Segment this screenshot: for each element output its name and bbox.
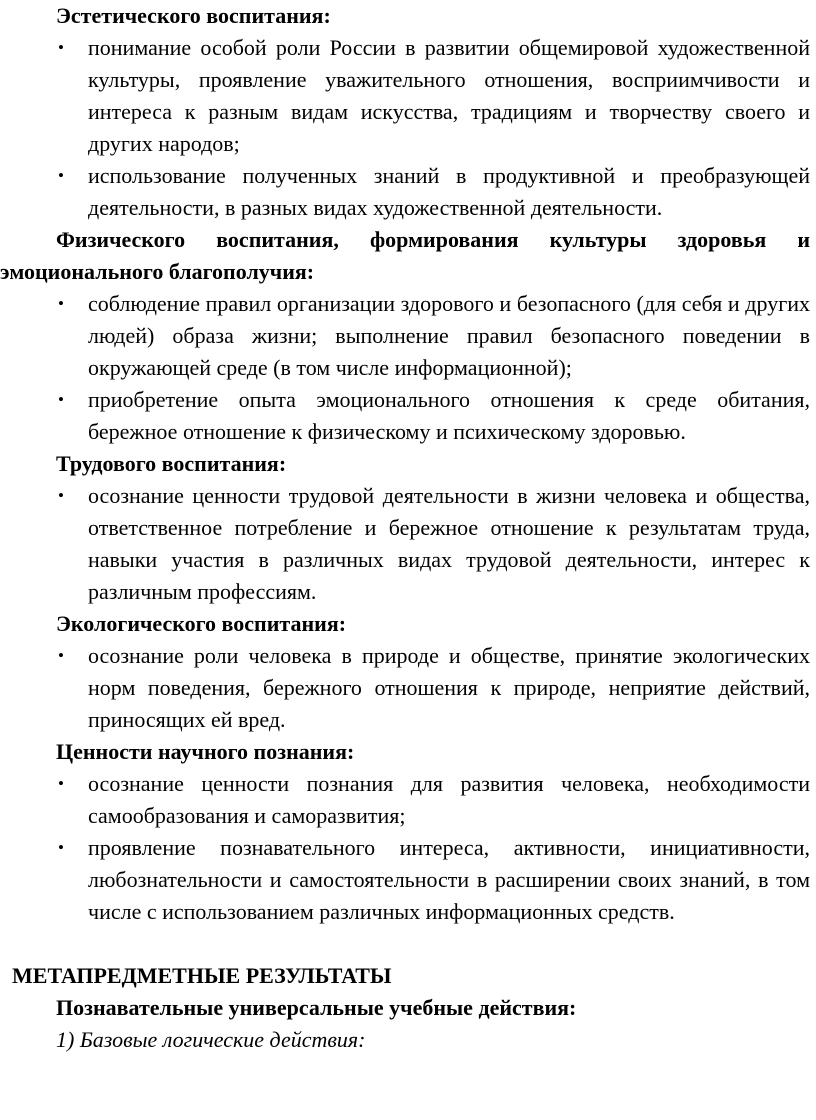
meta-results-subitem: 1) Базовые логические действия: — [56, 1027, 366, 1052]
section-heading: Физического воспитания, формирования культуры здоровья и эмоционального благополучия: — [0, 227, 810, 284]
section-heading: Трудового воспитания: — [56, 451, 287, 476]
list-item: • соблюдение правил организации здорового и безопасного (для себя и других людей) образа жизни; выполнение правил безопасного поведении в окружающей среде (в том числе информационной); — [0, 288, 816, 384]
list-item: • понимание особой роли России в развитии общемировой художественной культуры, проявление уважительного отношения, восприимчивости и интереса к разным видам искусства, традициям и творчеству своего и других народов; — [0, 32, 816, 160]
list-item: • осознание ценности познания для развития человека, необходимости самообразования и саморазвития; — [0, 768, 816, 832]
section-science — [0, 736, 816, 928]
section-heading: Ценности научного познания: — [56, 739, 355, 764]
list-item: • осознание роли человека в природе и обществе, принятие экологических норм поведения, бережного отношения к природе, неприятие действий, приносящих ей вред. — [0, 640, 816, 736]
meta-results-title: МЕТАПРЕДМЕТНЫЕ РЕЗУЛЬТАТЫ — [12, 963, 392, 988]
list-item: • приобретение опыта эмоционального отношения к среде обитания, бережное отношение к физическому и психическому здоровью. — [0, 384, 816, 448]
bullet-list — [0, 32, 816, 224]
meta-results-subheading: Познавательные универсальные учебные действия: — [56, 995, 577, 1020]
section-aesthetic — [0, 0, 816, 224]
list-item: • проявление познавательного интереса, активности, инициативности, любознательности и самостоятельности в расширении своих знаний, в том числе с использованием различных информационных средств. — [0, 832, 816, 928]
bullet-list — [0, 288, 816, 448]
section-heading: Эстетического воспитания: — [56, 3, 331, 28]
section-ecology — [0, 608, 816, 736]
section-heading: Экологического воспитания: — [56, 611, 347, 636]
section-labor — [0, 448, 816, 608]
bullet-list — [0, 480, 816, 608]
list-item: • использование полученных знаний в продуктивной и преобразующей деятельности, в разных видах художественной деятельности. — [0, 160, 816, 224]
bullet-list — [0, 640, 816, 736]
section-physical — [0, 224, 816, 448]
list-item: • осознание ценности трудовой деятельности в жизни человека и общества, ответственное потребление и бережное отношение к результатам труда, навыки участия в различных видах трудовой деятельности, интерес к различным профессиям. — [0, 480, 816, 608]
bullet-list — [0, 768, 816, 928]
